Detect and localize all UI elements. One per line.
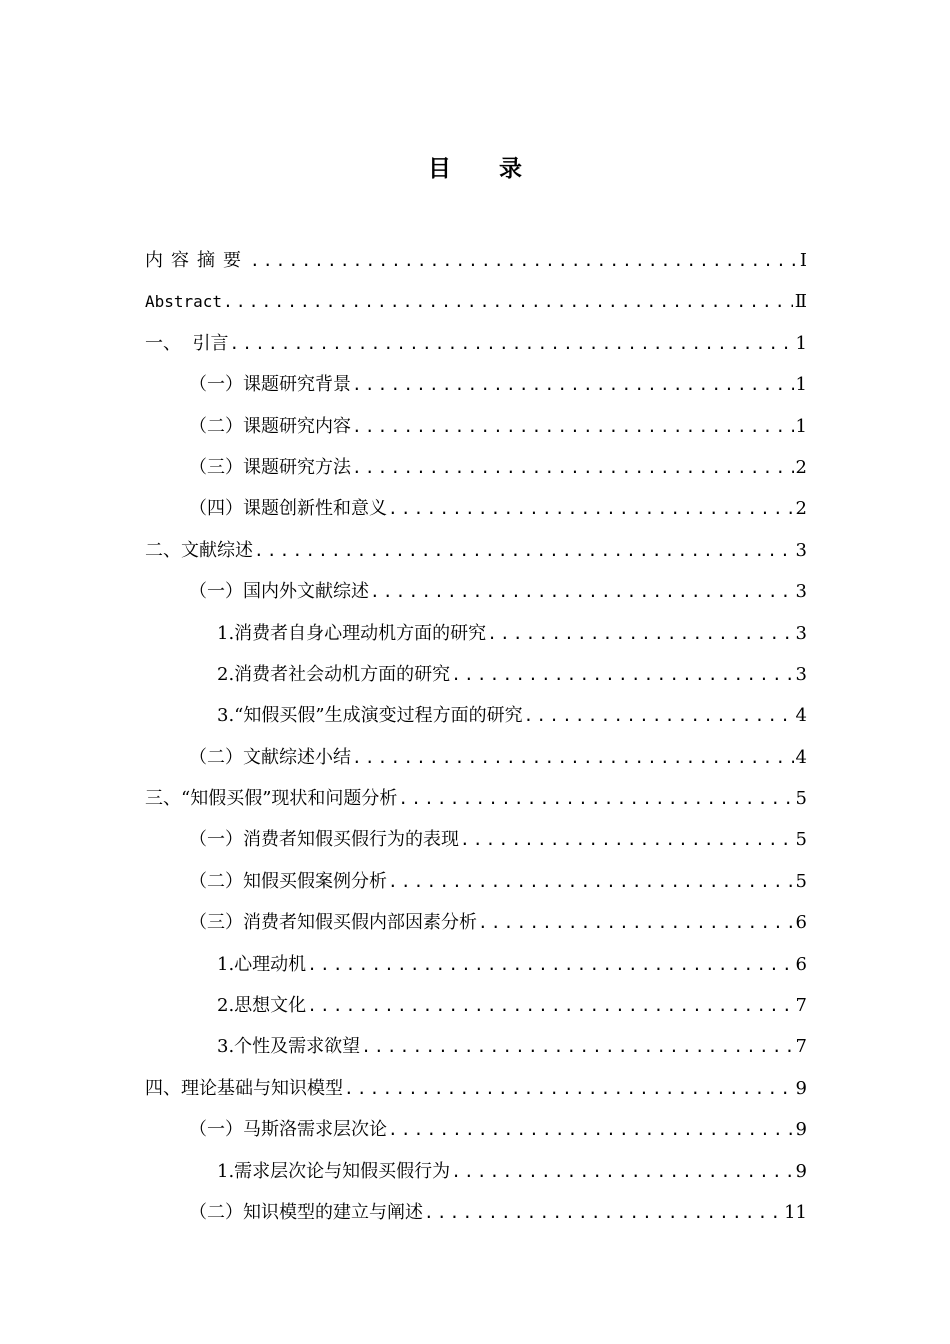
toc-entry-label: 二、文献综述 <box>145 539 253 561</box>
toc-entry-page: 6 <box>795 912 807 934</box>
toc-entry[interactable] <box>145 613 807 654</box>
toc-entry[interactable] <box>145 364 807 405</box>
toc-entry-page: 7 <box>795 995 807 1017</box>
dot-leader <box>254 530 794 571</box>
toc-entry-label: （二）文献综述小结 <box>189 746 351 768</box>
toc-entry-page: 1 <box>795 374 807 396</box>
dot-leader <box>352 406 794 447</box>
toc-entry[interactable] <box>145 902 807 943</box>
toc-entry-page: 9 <box>795 1119 807 1141</box>
toc-entry-page: 3 <box>795 539 807 561</box>
toc-entry-page: 5 <box>795 870 807 892</box>
dot-leader <box>524 695 794 736</box>
toc-entry-label: （一）课题研究背景 <box>189 374 351 396</box>
page-title-part-1: 目 <box>428 156 451 182</box>
dot-leader <box>352 364 794 405</box>
dot-leader <box>451 654 793 695</box>
toc-entry-page: 1 <box>795 332 807 354</box>
toc-entry[interactable] <box>145 654 807 695</box>
dot-leader <box>229 323 793 364</box>
toc-entry[interactable] <box>145 1192 807 1233</box>
dot-leader <box>352 447 794 488</box>
dot-leader <box>388 861 794 902</box>
toc-entry[interactable] <box>145 447 807 488</box>
dot-leader <box>460 819 794 860</box>
toc-entry-label: （一）国内外文献综述 <box>189 581 369 603</box>
toc-entry-label: 3.“知假买假”生成演变过程方面的研究 <box>217 705 523 727</box>
toc-entry-abstract[interactable] <box>145 281 807 322</box>
dot-leader <box>344 1068 794 1109</box>
toc-entry-chapter-4[interactable] <box>145 1068 807 1109</box>
toc-entry-label: （二）课题研究内容 <box>189 415 351 437</box>
toc-entry-page: 5 <box>795 829 807 851</box>
toc-entry-page: 2 <box>795 456 807 478</box>
dot-leader <box>223 281 793 322</box>
toc-entry-label: （三）消费者知假买假内部因素分析 <box>189 912 477 934</box>
toc-entry[interactable] <box>145 695 807 736</box>
toc-entry-page: 5 <box>795 788 807 810</box>
toc-entry[interactable] <box>145 985 807 1026</box>
toc-entry-page: 4 <box>795 746 807 768</box>
table-of-contents <box>145 240 807 1233</box>
dot-leader <box>424 1192 782 1233</box>
toc-entry-label: 3.个性及需求欲望 <box>217 1036 361 1058</box>
dot-leader <box>361 1026 793 1067</box>
toc-entry-introduction[interactable] <box>145 323 807 364</box>
toc-entry[interactable] <box>145 944 807 985</box>
dot-leader <box>487 613 793 654</box>
toc-entry-chapter-2[interactable] <box>145 530 807 571</box>
toc-entry-chapter-3[interactable] <box>145 778 807 819</box>
toc-entry[interactable] <box>145 1026 807 1067</box>
toc-entry-label: 1.需求层次论与知假买假行为 <box>217 1160 451 1182</box>
toc-entry-page: 9 <box>795 1160 807 1182</box>
toc-entry-label: （四）课题创新性和意义 <box>189 498 387 520</box>
dot-leader <box>388 488 794 529</box>
toc-entry[interactable] <box>145 406 807 447</box>
dot-leader <box>307 944 793 985</box>
toc-entry[interactable] <box>145 488 807 529</box>
toc-entry-page: Ⅱ <box>794 291 807 313</box>
toc-entry-summary[interactable] <box>145 240 807 281</box>
toc-entry-page: 7 <box>795 1036 807 1058</box>
page-title-part-2: 录 <box>499 156 522 182</box>
toc-entry-page: 2 <box>795 498 807 520</box>
toc-entry-label: 一、 引言 <box>145 332 229 354</box>
dot-leader <box>478 902 794 943</box>
toc-entry-label: （二）知假买假案例分析 <box>189 870 387 892</box>
toc-entry[interactable] <box>145 571 807 612</box>
toc-entry-label: 内容摘要 <box>145 250 249 271</box>
toc-entry[interactable] <box>145 737 807 778</box>
toc-entry-page: 6 <box>795 953 807 975</box>
toc-entry-page: 1 <box>795 415 807 437</box>
dot-leader <box>352 737 794 778</box>
toc-entry-label: （三）课题研究方法 <box>189 456 351 478</box>
toc-entry[interactable] <box>145 819 807 860</box>
toc-entry-page: 11 <box>784 1201 807 1223</box>
dot-leader <box>388 1109 794 1150</box>
toc-entry-page: Ⅰ <box>799 250 807 271</box>
dot-leader <box>451 1151 793 1192</box>
toc-entry-page: 3 <box>795 663 807 685</box>
toc-entry-page: 9 <box>795 1077 807 1099</box>
toc-entry-label: 2.思想文化 <box>217 995 307 1017</box>
toc-entry[interactable] <box>145 1109 807 1150</box>
dot-leader <box>250 240 798 281</box>
toc-entry-label: 1.消费者自身心理动机方面的研究 <box>217 622 487 644</box>
toc-entry-label: Abstract <box>145 292 223 312</box>
dot-leader <box>307 985 793 1026</box>
toc-entry[interactable] <box>145 1151 807 1192</box>
toc-entry-label: 三、“知假买假”现状和问题分析 <box>145 788 398 810</box>
toc-entry-label: 1.心理动机 <box>217 953 307 975</box>
toc-entry-label: 2.消费者社会动机方面的研究 <box>217 663 451 685</box>
toc-entry-page: 3 <box>795 622 807 644</box>
toc-entry-label: （二）知识模型的建立与阐述 <box>189 1201 423 1223</box>
dot-leader <box>398 778 793 819</box>
toc-entry-page: 3 <box>795 581 807 603</box>
toc-entry-label: 四、理论基础与知识模型 <box>145 1077 343 1099</box>
toc-entry[interactable] <box>145 861 807 902</box>
toc-entry-page: 4 <box>795 705 807 727</box>
toc-entry-label: （一）马斯洛需求层次论 <box>189 1119 387 1141</box>
toc-entry-label: （一）消费者知假买假行为的表现 <box>189 829 459 851</box>
dot-leader <box>370 571 794 612</box>
page-title <box>0 150 950 183</box>
